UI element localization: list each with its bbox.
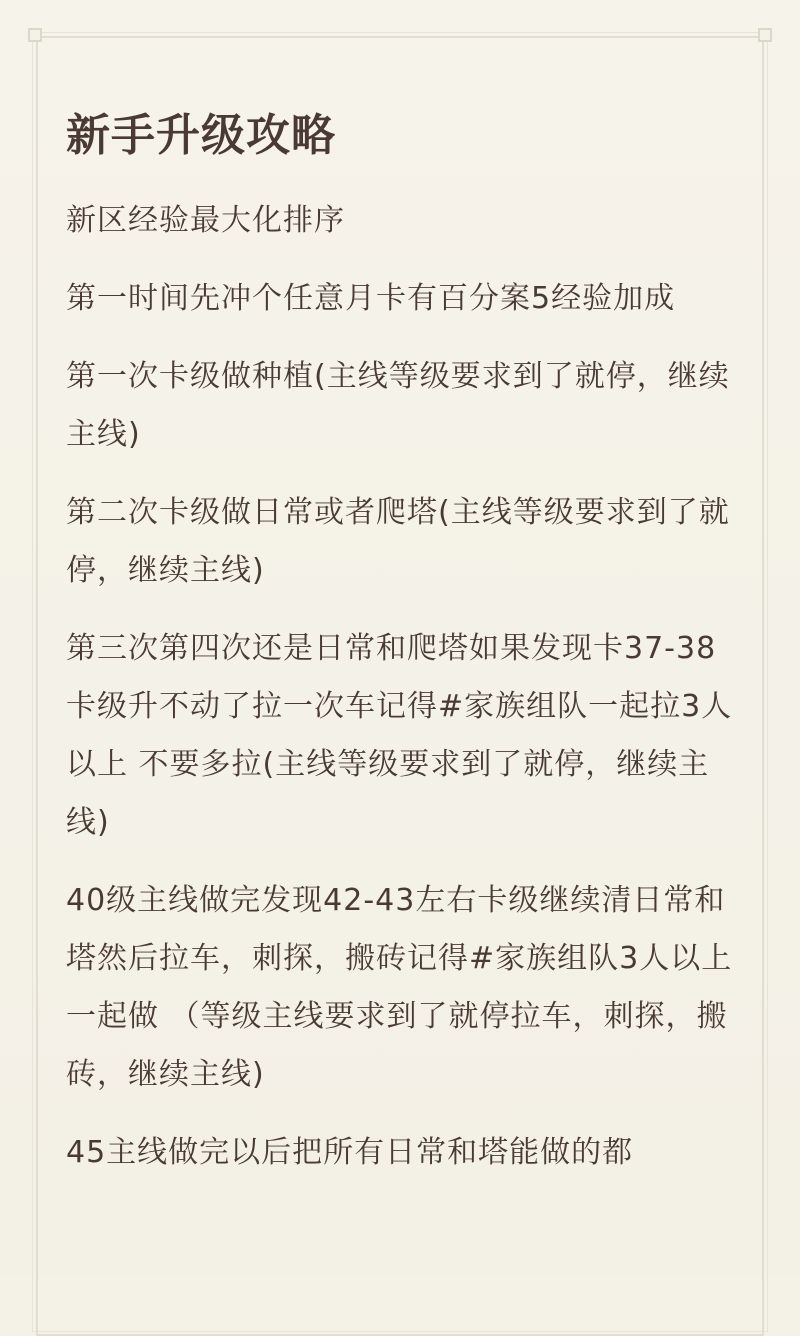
- paragraph-level-45: 45主线做完以后把所有日常和塔能做的都: [66, 1135, 634, 1170]
- frame-corner-ornament-left: [28, 28, 42, 42]
- paragraph-subtitle: 新区经验最大化排序: [66, 203, 345, 238]
- article-title: 新手升级攻略: [66, 110, 336, 161]
- paragraph-monthly-card: 第一时间先冲个任意月卡有百分案5经验加成: [66, 281, 676, 316]
- article-body: [66, 100, 746, 1202]
- paragraph-first-stage: 第一次卡级做种植(主线等级要求到了就停，继续主线): [66, 359, 730, 452]
- frame-corner-ornament-right: [758, 28, 772, 42]
- paragraph-level-40: 40级主线做完发现42-43左右卡级继续清日常和塔然后拉车，刺探，搬砖记得#家族组队3人以上一起做 （等级主线要求到了就停拉车，刺探，搬砖，继续主线): [66, 883, 733, 1092]
- paragraph-third-fourth-stage: 第三次第四次还是日常和爬塔如果发现卡37-38卡级升不动了拉一次车记得#家族组队一起拉3人以上 不要多拉(主线等级要求到了就停，继续主线): [66, 631, 733, 840]
- paragraph-second-stage: 第二次卡级做日常或者爬塔(主线等级要求到了就停，继续主线): [66, 495, 730, 588]
